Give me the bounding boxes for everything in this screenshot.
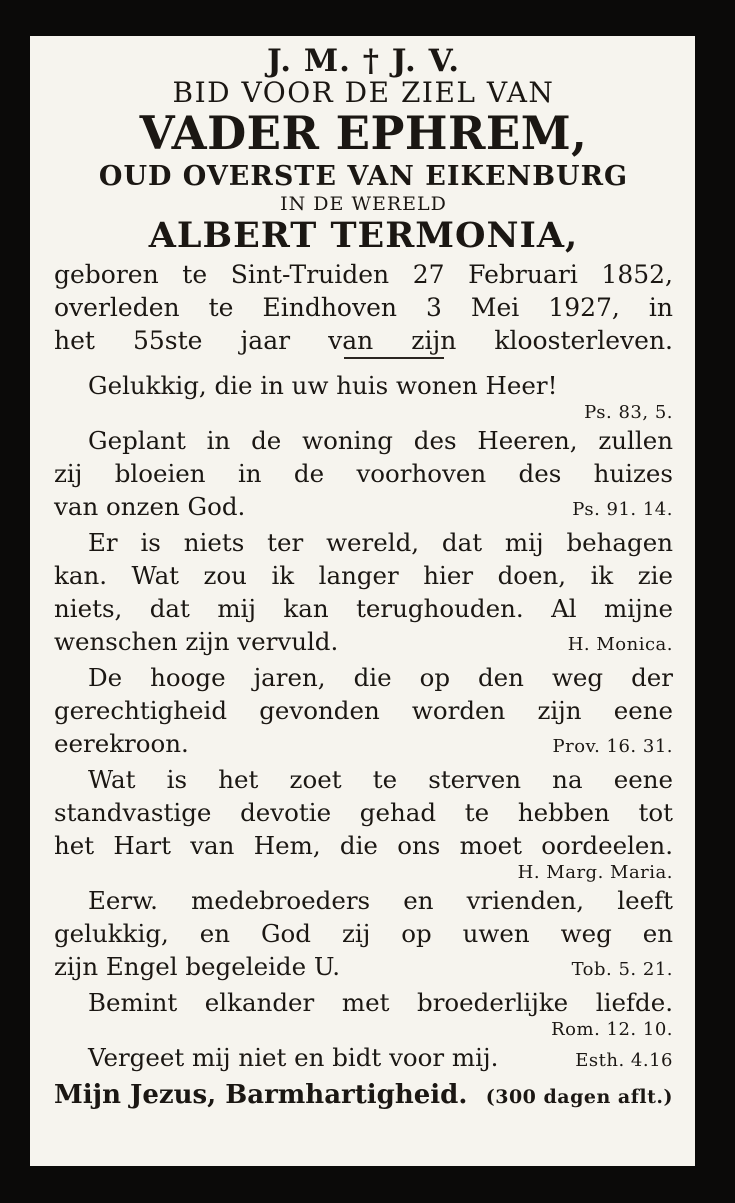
prayer-request-heading: BID VOOR DE ZIEL VAN [172,76,555,109]
verse-reference: Prov. 16. 31. [552,736,673,757]
ejaculation-text: Mijn Jezus, Barmhartigheid. [54,1080,468,1110]
verse-line: Gelukkig, die in uw huis wonen Heer! [88,371,558,400]
verse-line: Eerw. medebroeders en vrienden, leeft [88,886,673,915]
verse-line: het Hart van Hem, die ons moet oordeelen. [54,831,673,860]
verse-4 [54,661,673,763]
verse-reference: Tob. 5. 21. [571,959,673,980]
divider-rule [344,357,444,359]
initials-heading: J. M. † J. V. [266,43,461,79]
verse-reference: Ps. 83, 5. [584,402,673,423]
verse-line: niets, dat mij kan terughouden. Al mijne [54,594,673,623]
verse-line: Geplant in de woning des Heeren, zullen [88,426,673,455]
in-world-label: IN DE WERELD [280,193,447,215]
verse-line: Vergeet mij niet en bidt voor mij. [88,1043,499,1072]
indulgence-note: (300 dagen aflt.) [485,1086,673,1108]
verse-line: Bemint elkander met broederlijke liefde. [88,988,673,1017]
verse-1 [54,369,673,424]
former-title: OUD OVERSTE VAN EIKENBURG [98,161,629,192]
verse-7 [54,986,673,1041]
verse-reference: H. Monica. [567,634,673,655]
death-line: overleden te Eindhoven 3 Mei 1927, in [54,293,673,322]
verse-line: Er is niets ter wereld, dat mij behagen [88,528,673,557]
verse-line: van onzen God. [54,492,246,521]
verse-line: zij bloeien in de voorhoven des huizes [54,459,673,488]
bio-block [54,258,673,357]
verse-line: Wat is het zoet te sterven na eene [88,765,673,794]
closing-prayer [54,1077,673,1115]
verse-line: De hooge jaren, die op den weg der [88,663,673,692]
civil-name: ALBERT TERMONIA, [148,215,579,256]
verse-line: gerechtigheid gevonden worden zijn eene [54,696,673,725]
verse-5 [54,763,673,884]
monastic-years-line: het 55ste jaar van zijn kloosterleven. [54,326,673,355]
verse-8 [54,1041,673,1077]
verse-line: zijn Engel begeleide U. [54,952,341,981]
verse-reference: Esth. 4.16 [575,1050,673,1071]
verse-line: wenschen zijn vervuld. [54,627,339,656]
verse-2 [54,424,673,526]
verse-line: standvastige devotie gehad te hebben tot [54,798,673,827]
verse-reference: Ps. 91. 14. [572,499,673,520]
verse-reference: Rom. 12. 10. [551,1019,673,1040]
religious-name: VADER EPHREM, [139,106,588,160]
verse-line: gelukkig, en God zij op uwen weg en [54,919,673,948]
verse-6 [54,884,673,986]
verse-line: eerekroon. [54,729,189,758]
memorial-card [30,36,695,1166]
verse-reference: H. Marg. Maria. [517,862,673,883]
verse-line: kan. Wat zou ik langer hier doen, ik zie [54,561,673,590]
verse-3 [54,526,673,661]
birth-line: geboren te Sint-Truiden 27 Februari 1852, [54,260,673,289]
